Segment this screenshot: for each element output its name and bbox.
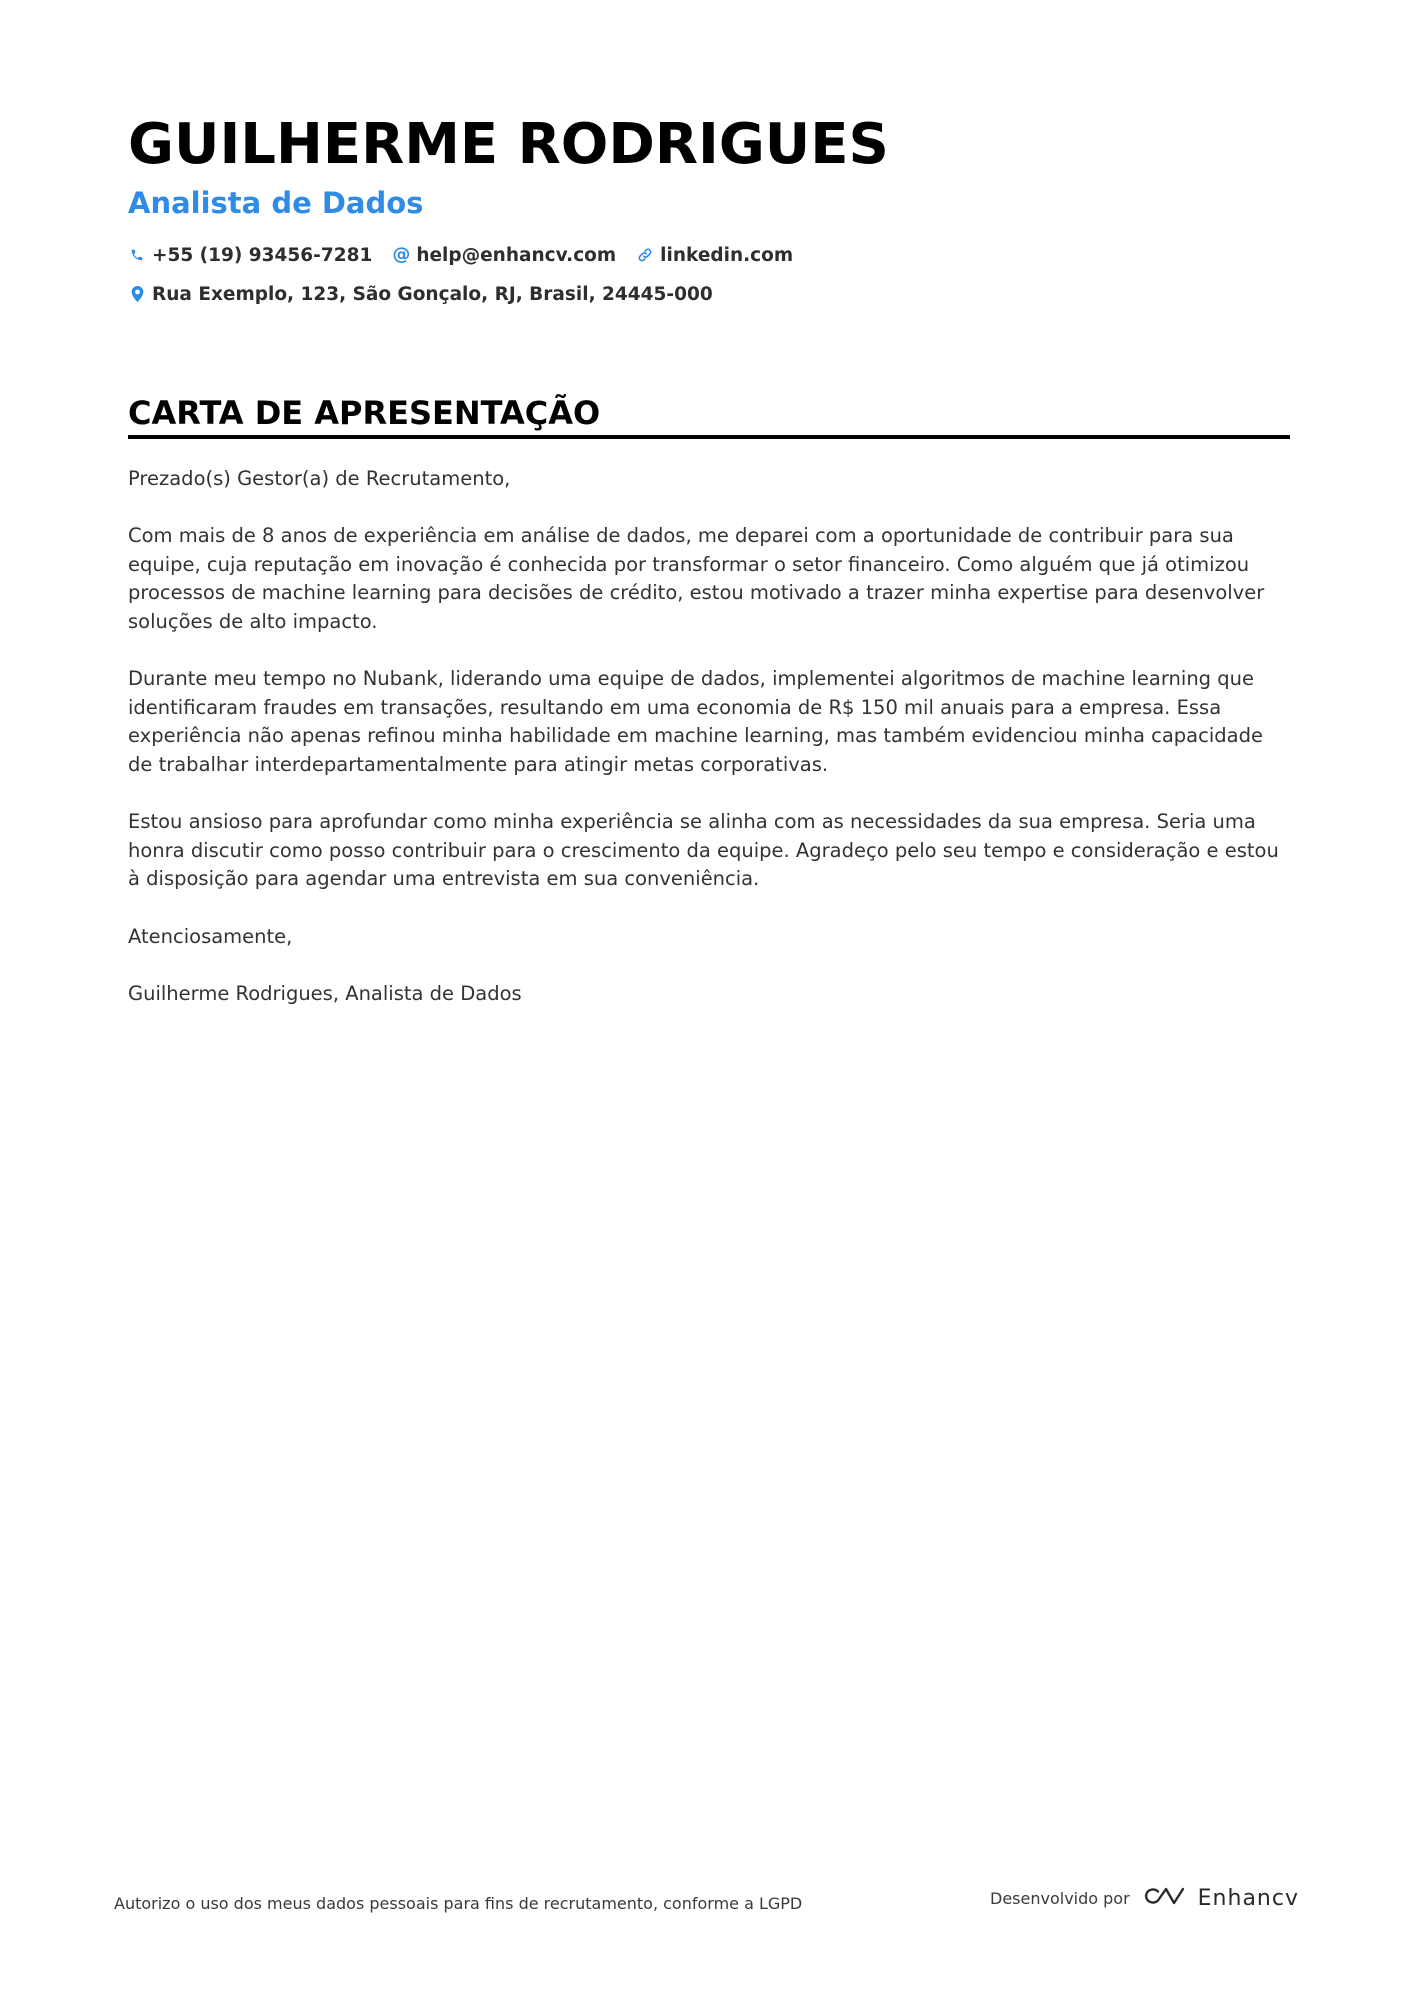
footer-built-by: Desenvolvido por: [990, 1888, 1130, 1908]
link-icon: [636, 246, 654, 264]
contact-row-primary: [128, 242, 1290, 268]
letter-paragraph-2: Durante meu tempo no Nubank, liderando uma equipe de dados, implementei algoritmos de machine learning que identificaram fraudes em transações, resultando em uma economia de R$ 150 mil anuais para a empresa. Essa experiência não apenas refinou minha habilidade em machine learning, mas também evidenciou minha capacidade de trabalhar interdepartamentalmente para atingir metas corporativas.: [128, 667, 1263, 776]
footer-branding[interactable]: [990, 1884, 1299, 1912]
enhancv-logo-icon: [1142, 1884, 1186, 1912]
letter-paragraph-3: Estou ansioso para aprofundar como minha experiência se alinha com as necessidades da sua empresa. Seria uma honra discutir como posso contribuir para o crescimento da equipe. Agradeço pelo seu tempo e consideração e estou à disposição para agendar uma entrevista em sua conveniência.: [128, 810, 1279, 891]
cover-letter-page: [128, 110, 1290, 1037]
email-contact[interactable]: [392, 245, 616, 266]
address-contact: [128, 284, 713, 305]
phone-text: +55 (19) 93456-7281: [152, 244, 373, 266]
job-title: Analista de Dados: [128, 186, 424, 220]
enhancv-brand-name: Enhancv: [1197, 1885, 1299, 1911]
address-text: Rua Exemplo, 123, São Gonçalo, RJ, Brasil, 24445-000: [152, 283, 713, 305]
phone-contact: [128, 245, 372, 266]
footer-consent: Autorizo o uso dos meus dados pessoais para fins de recrutamento, conforme a LGPD: [114, 1894, 803, 1913]
letter-paragraph-1: Com mais de 8 anos de experiência em análise de dados, me deparei com a oportunidade de contribuir para sua equipe, cuja reputação em inovação é conhecida por transformar o setor financeiro. Como alguém que já otimizou processos de machine learning para decisões de crédito, estou motivado a trazer minha expertise para desenvolver soluções de alto impacto.: [128, 524, 1265, 633]
phone-icon: [128, 246, 146, 264]
contact-row-address: [128, 281, 1290, 307]
section-title: CARTA DE APRESENTAÇÃO: [128, 394, 601, 432]
link-text[interactable]: linkedin.com: [660, 244, 794, 266]
letter-greeting: Prezado(s) Gestor(a) de Recrutamento,: [128, 467, 511, 490]
letter-signature: Guilherme Rodrigues, Analista de Dados: [128, 981, 522, 1005]
link-contact[interactable]: [636, 245, 793, 266]
location-pin-icon: [128, 285, 146, 303]
section-divider: [128, 435, 1290, 439]
letter-body: [128, 465, 1290, 1008]
at-icon: @: [392, 244, 411, 265]
letter-closing: Atenciosamente,: [128, 924, 293, 948]
email-text[interactable]: help@enhancv.com: [416, 244, 617, 266]
candidate-name: GUILHERME RODRIGUES: [128, 112, 889, 177]
